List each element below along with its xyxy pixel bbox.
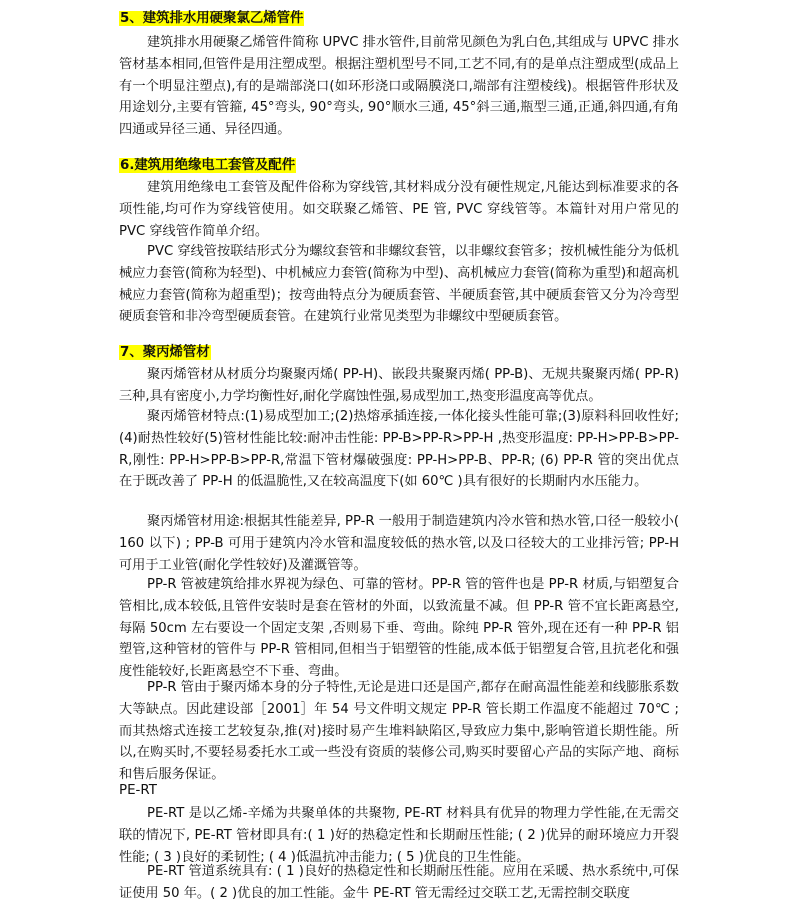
section-pe-rt-heading: PE-RT	[119, 783, 157, 798]
highlight: 7、聚丙烯管材	[120, 345, 210, 360]
section-5-heading	[119, 9, 304, 29]
section-5-paragraph-1: 建筑排水用硬聚乙烯管件简称 UPVC 排水管件,目前常见颜色为乳白色,其组成与 UPVC 排水管材基本相同,但管件是用注塑成型。根据注塑机型号不同,工艺不同,有的是单点注塑成型(成品上有一个明显注塑点),有的是端部浇口(如环形浇口或隔膜浇口,端部有注塑棱线)。根据管件形状及用途划分,主要有管箍, 45°弯头, 90°弯头, 90°顺水三通, 45°斜三通,瓶型三通,正通,斜四通,有角四通或异径三通、异径四通。	[119, 35, 680, 138]
section-6-paragraph-1: 建筑用绝缘电工套管及配件俗称为穿线管,其材料成分没有硬性规定,凡能达到标准要求的各项性能,均可作为穿线管使用。如交联聚乙烯管、PE 管, PVC 穿线管等。本篇针对用户常见的 PVC 穿线管作简单介绍。	[119, 180, 679, 239]
section-7-paragraph-1: 聚丙烯管材从材质分均聚聚丙烯( PP-H)、嵌段共聚聚丙烯( PP-B)、无规共聚聚丙烯( PP-R)三种,具有密度小,力学均衡性好,耐化学腐蚀性强,易成型加工,热变形温度高等优点。	[119, 367, 679, 404]
highlight: 6.建筑用绝缘电工套管及配件	[120, 158, 296, 173]
section-7-paragraph-2: 聚丙烯管材特点:(1)易成型加工;(2)热熔承插连接,一体化接头性能可靠;(3)原料科回收性好;(4)耐热性较好(5)管材性能比较:耐冲击性能: PP-B>PP-R>PP-H ,热变形温度: PP-H>PP-B>PP-R,刚性: PP-H>PP-B>PP-R,常温下管材爆破强度: PP-H>PP-B、PP-R; (6) PP-R 管的突出优点在于既改善了 PP-H 的低温脆性,又在较高温度下(如 60℃ )具有很好的长期耐内水压能力。	[119, 409, 679, 490]
section-6-heading	[119, 156, 296, 176]
section-6-paragraph-2: PVC 穿线管按联结形式分为螺纹套管和非螺纹套管，以非螺纹套管多；按机械性能分为低机械应力套管(简称为轻型)、中机械应力套管(简称为中型)、高机械应力套管(简称为重型)和超高机械应力套管(简称为超重型)；按弯曲特点分为硬质套管、半硬质套管,其中硬质套管又分为冷弯型硬质套管和非冷弯型硬质套管。在建筑行业常见类型为非螺纹中型硬质套管。	[119, 244, 679, 325]
section-7-paragraph-3: 聚丙烯管材用途:根据其性能差异, PP-R 一般用于制造建筑内冷水管和热水管,口径一般较小( 160 以下) ; PP-B 可用于建筑内冷水管和温度较低的热水管,以及口径较大的工业排污管; PP-H 可用于工业管(耐化学性较好)及灌溉管等。	[119, 514, 679, 573]
section-pe-rt-paragraph-1: PE-RT 是以乙烯-辛烯为共聚单体的共聚物, PE-RT 材料具有优异的物理力学性能,在无需交联的情况下, PE-RT 管材即具有:( 1 )好的热稳定性和长期耐压性能; ( 2 )优异的耐环境应力开裂性能; ( 3 )良好的柔韧性; ( 4 )低温抗冲击能力; ( 5 )优良的卫生性能。	[119, 806, 679, 865]
section-pe-rt-paragraph-2: PE-RT 管道系统具有: ( 1 )良好的热稳定性和长期耐压性能。应用在采暖、热水系统中,可保证使用 50 年。( 2 )优良的加工性能。金牛 PE-RT 管无需经过交联工艺,无需控制交联度	[119, 864, 679, 901]
section-7-paragraph-4: PP-R 管被建筑给排水界视为绿色、可靠的管材。PP-R 管的管件也是 PP-R 材质,与铝塑复合管相比,成本较低,且管件安装时是套在管材的外面，以致流量不减。但 PP-R 管不宜长距离悬空,每隔 50cm 左右要设一个固定支架 ,否则易下垂、弯曲。除纯 PP-R 管外,现在还有一种 PP-R 铝塑管,这种管材的管件与 PP-R 管相同,但相当于铝塑管的性能,成本低于铝塑复合管,且抗老化和强度性能较好,长距离悬空不下垂、弯曲。	[119, 577, 679, 680]
section-7-heading	[119, 343, 211, 363]
section-7-paragraph-5: PP-R 管由于聚丙烯本身的分子特性,无论是进口还是国产,都存在耐高温性能差和线膨胀系数大等缺点。因此建设部［2001］年 54 号文件明文规定 PP-R 管长期工作温度不能超过 70℃ ;而其热熔式连接工艺较复杂,推(对)接时易产生堆料缺陷区,导致应力集中,影响管道长期性能。所以,在购买时,不要轻易委托水工或一些没有资质的装修公司,购买时要留心产品的实际产地、商标和售后服务保证。	[119, 680, 679, 783]
highlight: 5、建筑排水用硬聚氯乙烯管件	[120, 11, 304, 26]
